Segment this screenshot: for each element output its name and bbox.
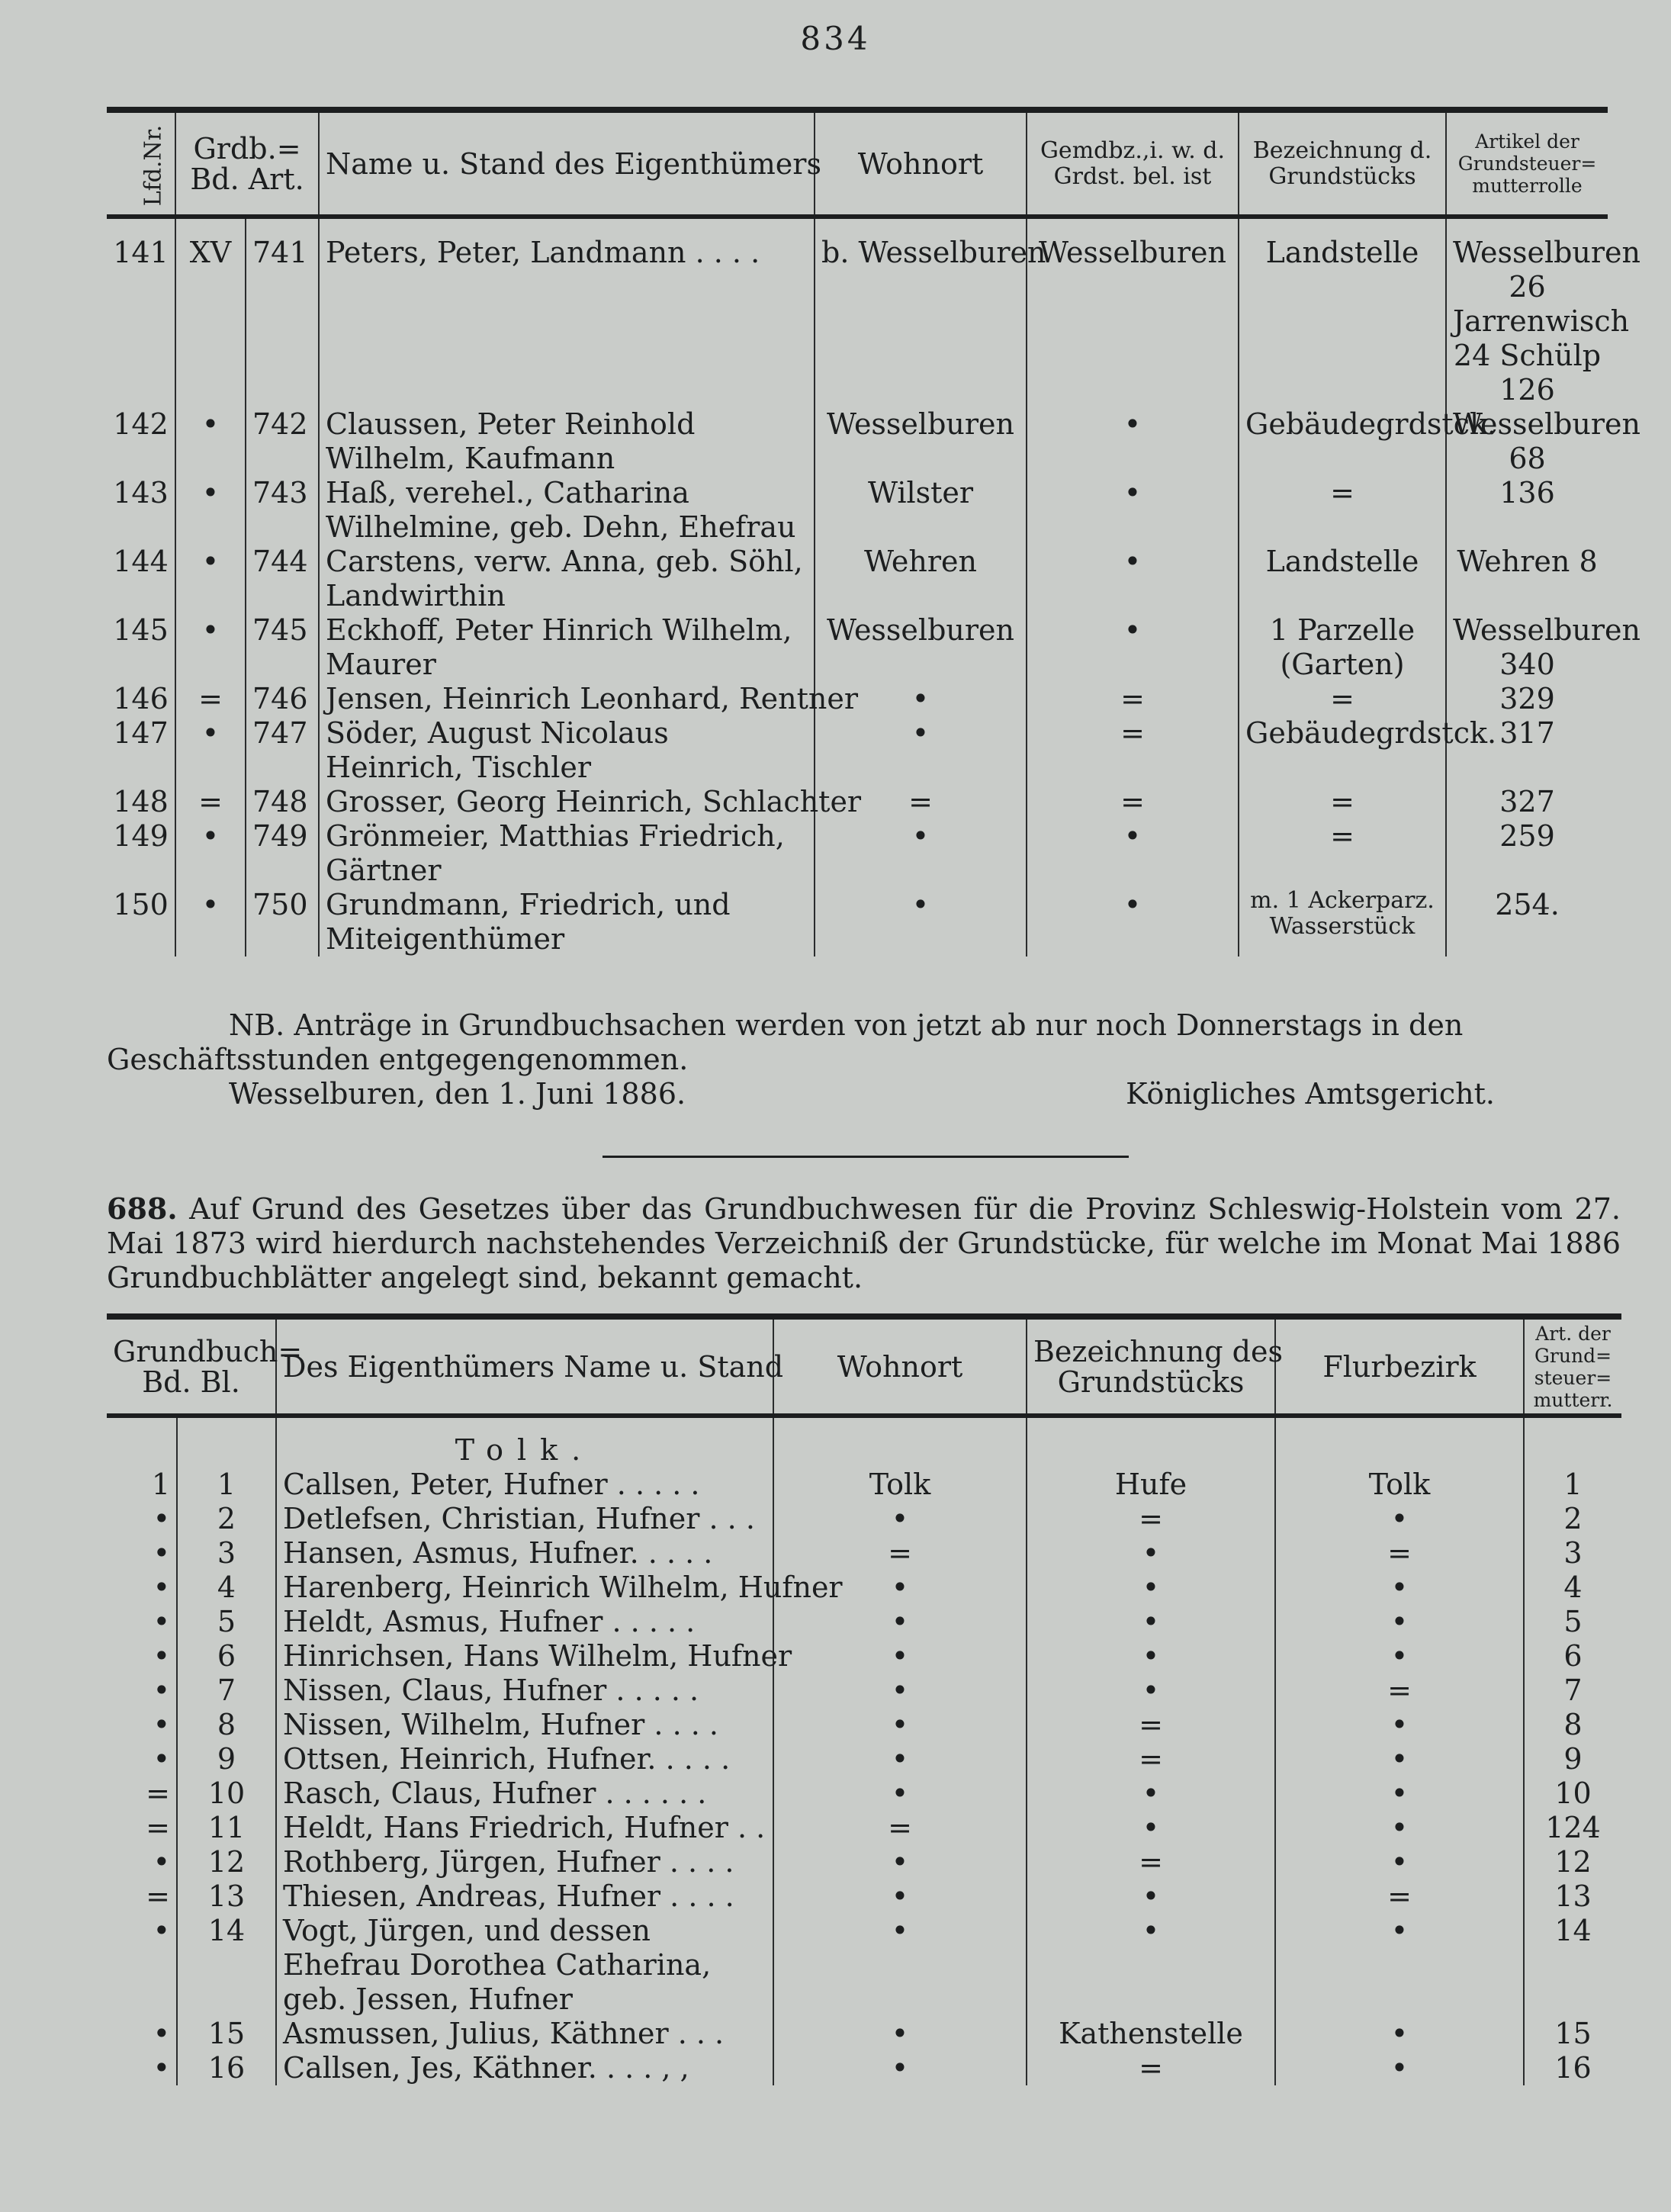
row-wohnort: • [815,716,1027,785]
row-gemdbz: • [1027,888,1239,956]
table-row [107,545,1608,613]
row-nr: 142 [113,407,169,441]
row-bezeichnung: Landstelle [1239,217,1446,407]
row-art: 749 [246,819,319,888]
row-art: 8 [1524,1708,1621,1742]
row-wohnort: • [773,1776,1027,1811]
row-bd: • [153,1742,170,1776]
row-artikel: 136 [1446,476,1608,545]
table-row [107,613,1608,682]
row-art: 15 [1524,2017,1621,2051]
header-grundbuch-line1: Grundbuch= [113,1334,303,1368]
row-artikel: 259 [1446,819,1608,888]
notice-court: Königliches Amtsgericht. [1126,1077,1495,1111]
row-wohnort: • [773,1914,1027,2017]
row-flurbezirk: • [1275,2017,1524,2051]
row-flurbezirk: = [1275,1673,1524,1708]
row-bl: 4 [177,1571,276,1605]
row-bd: • [153,2017,170,2050]
row-wohnort: • [773,1502,1027,1536]
row-flurbezirk: • [1275,1708,1524,1742]
row-gemdbz: Wesselburen [1027,217,1239,407]
row-bl: 3 [177,1536,276,1571]
row-bezeichnung: = [1239,785,1446,819]
row-wohnort: • [773,1708,1027,1742]
header-bezeichnung [1027,1317,1283,1416]
header-grdb-line1: Grdb.= [193,131,301,166]
table-row [107,785,1608,819]
table-row [107,1605,1621,1639]
row-artikel: 317 [1446,716,1608,785]
row-name: Söder, August Nicolaus Heinrich, Tischler [319,716,815,785]
row-bd: = [146,1776,170,1810]
row-wohnort: • [773,1605,1027,1639]
row-bl: 12 [177,1845,276,1879]
header-name: Name u. Stand des Eigenthümers [319,110,815,217]
row-bd: = [175,682,246,716]
paragraph-number: 688. [107,1191,178,1226]
row-bl: 8 [177,1708,276,1742]
table-row [107,1708,1621,1742]
row-name: Rothberg, Jürgen, Hufner . . . . [276,1845,773,1879]
row-wohnort: Wilster [815,476,1027,545]
row-name: Carstens, verw. Anna, geb. Söhl, Landwirthin [319,545,815,613]
header-grdb [175,110,319,217]
row-bezeichnung: • [1027,1914,1275,2017]
row-name: Eckhoff, Peter Hinrich Wilhelm, Maurer [319,613,815,682]
row-nr: 141 [113,236,169,269]
row-bd: • [175,407,246,476]
row-nr: 143 [113,476,169,510]
row-art: 12 [1524,1845,1621,1879]
row-name: Vogt, Jürgen, und dessen Ehefrau Dorothea Catharina, geb. Jessen, Hufner [276,1914,773,2017]
row-artikel: Wesselburen 340 [1446,613,1608,682]
row-name: Harenberg, Heinrich Wilhelm, Hufner [276,1571,773,1605]
row-name: Asmussen, Julius, Käthner . . . [276,2017,773,2051]
row-bd: • [153,1708,170,1741]
row-flurbezirk: • [1275,1605,1524,1639]
row-art: 744 [246,545,319,613]
row-nr: 145 [113,613,169,647]
row-art: 5 [1524,1605,1621,1639]
row-name: Haß, verehel., Catharina Wilhelmine, geb. Dehn, Ehefrau [319,476,815,545]
row-bezeichnung: Gebäudegrdstck. [1239,716,1446,785]
row-bd: • [175,819,246,888]
row-wohnort: • [773,2051,1027,2085]
header-bezeichnung-line1: Bezeichnung d. [1252,137,1432,164]
row-bl: 1 [177,1468,276,1502]
row-wohnort: = [773,1811,1027,1845]
row-gemdbz: • [1027,819,1239,888]
row-bl: 11 [177,1811,276,1845]
table-row [107,1639,1621,1673]
row-name: Callsen, Peter, Hufner . . . . . [276,1468,773,1502]
row-bezeichnung: • [1027,1571,1275,1605]
row-bl: 10 [177,1776,276,1811]
header-gemdbz-line1: Gemdbz.,i. w. d. [1040,137,1226,164]
row-wohnort: • [773,1639,1027,1673]
row-art: 748 [246,785,319,819]
row-bezeichnung: • [1027,1776,1275,1811]
section-title: Tolk. [276,1416,773,1468]
row-bezeichnung: = [1027,1708,1275,1742]
row-name: Grosser, Georg Heinrich, Schlachter [319,785,815,819]
paragraph-text: Auf Grund des Gesetzes über das Grundbuchwesen für die Provinz Schleswig-Holstein vom 27. Mai 1873 wird hierdurch nachstehendes Verzeichniß der Grundstücke, für welche im Monat Mai 1886 Grundbuchblätter angelegt sind, bekannt gemacht. [107,1192,1621,1294]
row-flurbezirk: Tolk [1275,1468,1524,1502]
row-name: Ottsen, Heinrich, Hufner. . . . . [276,1742,773,1776]
notice-nb-text: NB. Anträge in Grundbuchsachen werden von jetzt ab nur noch Donnerstags in den Geschäftsstunden entgegengenommen. [107,1008,1464,1076]
header-wohnort: Wohnort [773,1317,1027,1416]
row-nr: 147 [113,716,169,750]
row-art: 750 [246,888,319,956]
row-wohnort: • [773,1879,1027,1914]
header-artikel-line2: Grundsteuer= [1457,153,1597,175]
row-artikel: 254. [1446,888,1608,956]
table-row [107,1673,1621,1708]
row-flurbezirk: • [1275,1571,1524,1605]
row-art: 124 [1524,1811,1621,1845]
row-bezeichnung: = [1027,1845,1275,1879]
header-grundbuch [107,1317,303,1416]
row-name: Hinrichsen, Hans Wilhelm, Hufner [276,1639,773,1673]
section-divider [603,1156,1129,1158]
row-name: Rasch, Claus, Hufner . . . . . . [276,1776,773,1811]
row-wohnort: • [773,1571,1027,1605]
row-bl: 7 [177,1673,276,1708]
row-artikel: Wehren 8 [1446,545,1608,613]
row-name: Hansen, Asmus, Hufner. . . . . [276,1536,773,1571]
row-bd: • [153,1845,170,1879]
row-art: 1 [1524,1468,1621,1502]
notice-nb [107,1008,1621,1077]
table-row [107,476,1608,545]
header-grdb-line2: Bd. Art. [190,162,304,196]
row-art: 6 [1524,1639,1621,1673]
row-nr: 144 [113,545,169,578]
row-bezeichnung: • [1027,1605,1275,1639]
row-bd: • [175,716,246,785]
row-art: 741 [246,217,319,407]
table-row [107,682,1608,716]
row-bd: = [146,1879,170,1913]
table-row [107,407,1608,476]
row-flurbezirk: = [1275,1879,1524,1914]
row-artikel: 329 [1446,682,1608,716]
row-wohnort: b. Wesselburen [815,217,1027,407]
row-wohnort: • [815,819,1027,888]
row-bezeichnung: • [1027,1536,1275,1571]
row-art: 743 [246,476,319,545]
row-bezeichnung: = [1239,682,1446,716]
table-row [107,1571,1621,1605]
row-nr: 146 [113,682,169,715]
header-flurbezirk: Flurbezirk [1275,1317,1524,1416]
row-wohnort: = [815,785,1027,819]
row-bd: • [153,1536,170,1570]
row-name: Heldt, Asmus, Hufner . . . . . [276,1605,773,1639]
row-art: 742 [246,407,319,476]
header-grundbuch-line2: Bd. Bl. [142,1365,240,1399]
row-name: Heldt, Hans Friedrich, Hufner . . [276,1811,773,1845]
row-wohnort: • [773,1673,1027,1708]
row-bd: • [153,1502,170,1535]
row-art: 2 [1524,1502,1621,1536]
row-bezeichnung: m. 1 Ackerparz. Wasserstück [1239,888,1446,956]
table-row [107,1845,1621,1879]
row-bd: • [175,888,246,956]
row-bezeichnung: • [1027,1879,1275,1914]
row-bezeichnung: = [1239,819,1446,888]
row-flurbezirk: • [1275,1742,1524,1776]
row-gemdbz: = [1027,785,1239,819]
header-artikel-line3: mutterrolle [1472,175,1583,197]
row-flurbezirk: • [1275,1845,1524,1879]
header-bezeichnung-line2: Grundstücks [1057,1365,1245,1399]
row-name: Nissen, Wilhelm, Hufner . . . . [276,1708,773,1742]
row-bd: • [153,1605,170,1638]
table-row [107,1742,1621,1776]
header-art-line3: steuer= [1534,1366,1612,1389]
row-gemdbz: • [1027,476,1239,545]
table-row [107,1879,1621,1914]
table-row [107,888,1608,956]
table-row [107,1776,1621,1811]
row-artikel: Wesselburen 26 Jarrenwisch 24 Schülp 126 [1446,217,1608,407]
row-bl: 16 [177,2051,276,2085]
table-row [107,1914,1621,2017]
table-row [107,1536,1621,1571]
row-art: 7 [1524,1673,1621,1708]
row-bd: • [175,545,246,613]
table-row [107,2051,1621,2085]
row-gemdbz: = [1027,716,1239,785]
row-flurbezirk: • [1275,2051,1524,2085]
header-bezeichnung [1239,110,1446,217]
table-row [107,819,1608,888]
row-bezeichnung: • [1027,1811,1275,1845]
row-bl: 6 [177,1639,276,1673]
row-name: Nissen, Claus, Hufner . . . . . [276,1673,773,1708]
row-flurbezirk: • [1275,1811,1524,1845]
table2-header-row [107,1317,1621,1416]
row-flurbezirk: = [1275,1536,1524,1571]
header-gemdbz [1027,110,1239,217]
table1-header-row [107,110,1608,217]
row-bd: • [175,476,246,545]
header-art-line4: mutterr. [1533,1388,1613,1411]
row-art: 13 [1524,1879,1621,1914]
row-wohnort: = [773,1536,1027,1571]
row-bd: • [153,1639,170,1673]
row-bezeichnung: Hufe [1027,1468,1275,1502]
row-gemdbz: • [1027,613,1239,682]
row-wohnort: • [773,2017,1027,2051]
header-lfd-nr [107,110,175,217]
row-bl: 14 [177,1914,276,2017]
row-gemdbz: • [1027,545,1239,613]
row-bezeichnung: = [1027,1502,1275,1536]
row-gemdbz: = [1027,682,1239,716]
notice-place-date: Wesselburen, den 1. Juni 1886. [229,1077,686,1111]
row-bd: • [175,613,246,682]
row-name: Thiesen, Andreas, Hufner . . . . [276,1879,773,1914]
row-art: 14 [1524,1914,1621,2017]
row-bd: = [175,785,246,819]
row-wohnort: • [773,1742,1027,1776]
row-bl: 13 [177,1879,276,1914]
row-bd: • [153,1914,170,1947]
row-name: Callsen, Jes, Käthner. . . . , , [276,2051,773,2085]
row-flurbezirk: • [1275,1639,1524,1673]
row-nr: 148 [113,785,169,818]
row-wohnort: Wehren [815,545,1027,613]
table-row [107,1811,1621,1845]
header-art-line1: Art. der [1535,1322,1611,1345]
row-name: Detlefsen, Christian, Hufner . . . [276,1502,773,1536]
row-bd: • [153,1673,170,1707]
row-bezeichnung: = [1027,1742,1275,1776]
row-bezeichnung: 1 Parzelle (Garten) [1239,613,1446,682]
row-wohnort: Wesselburen [815,407,1027,476]
header-name: Des Eigenthümers Name u. Stand [276,1317,773,1416]
table-row [107,1468,1621,1502]
header-artikel [1446,110,1608,217]
row-art: 3 [1524,1536,1621,1571]
row-bd: = [146,1811,170,1844]
row-bezeichnung: = [1239,476,1446,545]
row-bezeichnung: • [1027,1673,1275,1708]
row-bezeichnung: = [1027,2051,1275,2085]
row-flurbezirk: • [1275,1502,1524,1536]
header-gemdbz-line2: Grdst. bel. ist [1053,162,1212,190]
notice-signature-row [229,1077,1495,1111]
row-art: 10 [1524,1776,1621,1811]
row-gemdbz: • [1027,407,1239,476]
row-nr: 149 [113,819,169,853]
row-bl: 5 [177,1605,276,1639]
row-bl: 15 [177,2017,276,2051]
header-bezeichnung-line2: Grundstücks [1268,162,1416,190]
row-artikel: Wesselburen 68 [1446,407,1608,476]
row-nr: 150 [113,888,169,921]
header-lfd-nr-text: Lfd.Nr. [140,124,167,206]
row-name: Jensen, Heinrich Leonhard, Rentner [319,682,815,716]
row-art: 747 [246,716,319,785]
row-bezeichnung: • [1027,1639,1275,1673]
row-wohnort: • [815,888,1027,956]
row-art: 745 [246,613,319,682]
row-name: Peters, Peter, Landmann . . . . [319,217,815,407]
row-bd: XV [175,217,246,407]
table-row [107,716,1608,785]
row-name: Claussen, Peter Reinhold Wilhelm, Kaufmann [319,407,815,476]
row-bl: 9 [177,1742,276,1776]
row-wohnort: Wesselburen [815,613,1027,682]
row-bezeichnung: Gebäudegrdstck. [1239,407,1446,476]
row-flurbezirk: • [1275,1914,1524,2017]
header-artikel-line1: Artikel der [1475,130,1579,153]
row-art: 9 [1524,1742,1621,1776]
register-table-2 [107,1313,1621,2085]
page-number: 834 [800,20,871,57]
row-bd: 1 [151,1468,170,1501]
header-art-line2: Grund= [1534,1344,1612,1367]
row-bd: • [153,2051,170,2085]
row-wohnort: • [815,682,1027,716]
row-artikel: 327 [1446,785,1608,819]
header-bezeichnung-line1: Bezeichnung des [1033,1334,1283,1368]
row-art: 4 [1524,1571,1621,1605]
row-bezeichnung: Landstelle [1239,545,1446,613]
table-row [107,2017,1621,2051]
row-name: Grönmeier, Matthias Friedrich, Gärtner [319,819,815,888]
row-bezeichnung: Kathenstelle [1027,2017,1275,2051]
paragraph-688 [107,1191,1621,1295]
table-row [107,1502,1621,1536]
table-row [107,217,1608,407]
row-art: 16 [1524,2051,1621,2085]
header-art [1524,1317,1621,1416]
row-art: 746 [246,682,319,716]
row-wohnort: • [773,1845,1027,1879]
row-name: Grundmann, Friedrich, und Miteigenthümer [319,888,815,956]
header-wohnort: Wohnort [815,110,1027,217]
row-wohnort: Tolk [773,1468,1027,1502]
row-flurbezirk: • [1275,1776,1524,1811]
row-bd: • [153,1571,170,1604]
row-bl: 2 [177,1502,276,1536]
section-row [107,1416,1621,1468]
register-table-1 [107,107,1641,956]
